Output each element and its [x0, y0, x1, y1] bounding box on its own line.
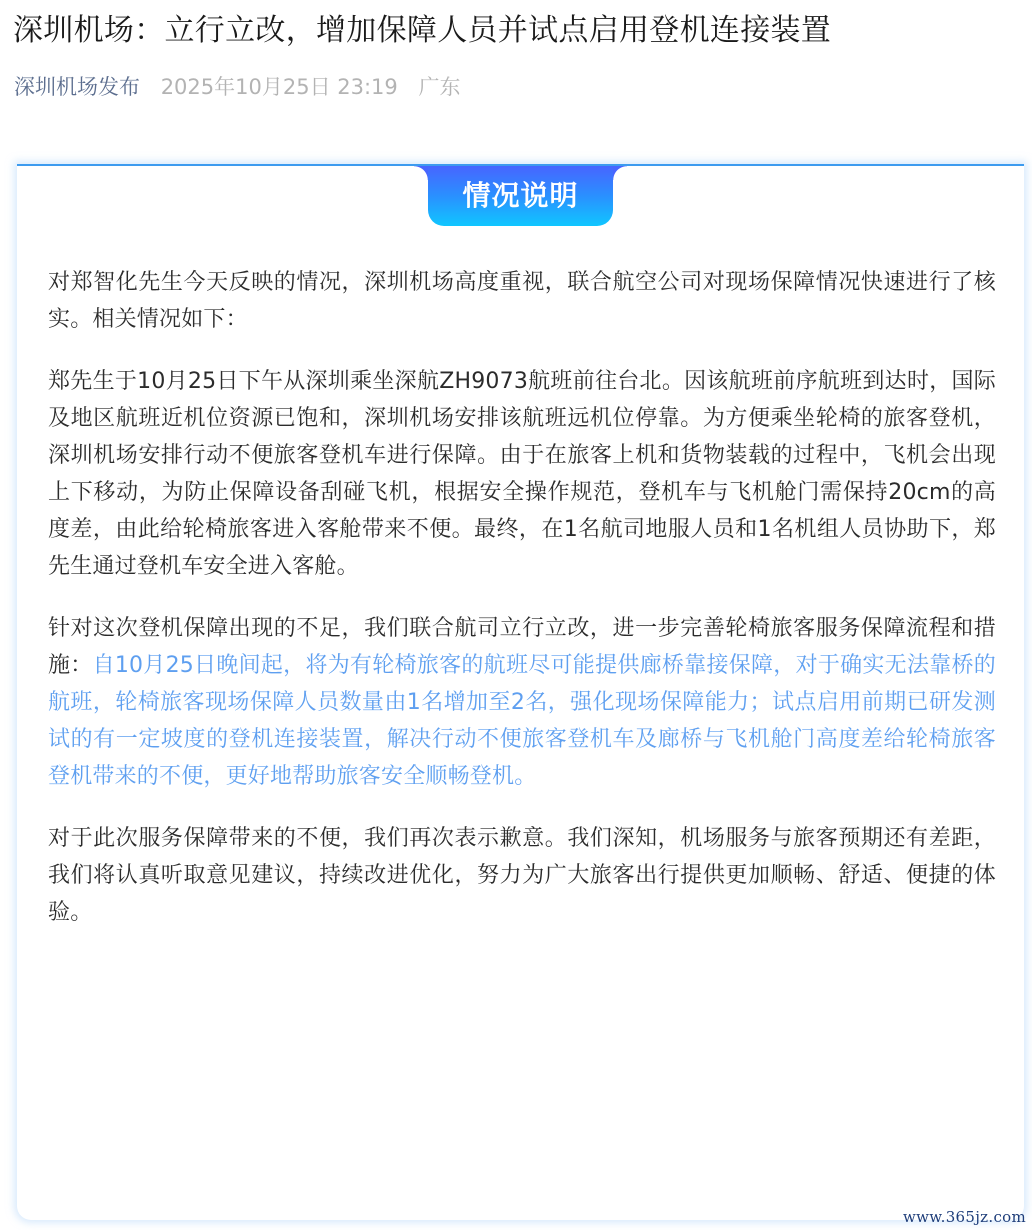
paragraph-details [48, 363, 996, 585]
paragraph-text: 针对这次登机保障出现的不足，我们联合航司立行立改，进一步完善轮椅旅客服务保障流程和措施： [48, 616, 996, 678]
paragraph-text: 对于此次服务保障带来的不便，我们再次表示歉意。我们深知，机场服务与旅客预期还有差距，我们将认真听取意见建议，持续改进优化，努力为广大旅客出行提供更加顺畅、舒适、便捷的体验。 [48, 826, 996, 925]
badge-label: 情况说明 [462, 179, 579, 212]
paragraph-text: 郑先生于10月25日下午从深圳乘坐深航ZH9073航班前往台北。因该航班前序航班到达时，国际及地区航班近机位资源已饱和，深圳机场安排该航班远机位停靠。为方便乘坐轮椅的旅客登机，深圳机场安排行动不便旅客登机车进行保障。由于在旅客上机和货物装载的过程中，飞机会出现上下移动，为防止保障设备刮碰飞机，根据安全操作规范，登机车与飞机舱门需保持20cm的高度差，由此给轮椅旅客进入客舱带来不便。最终，在1名航司地服人员和1名机组人员协助下，郑先生通过登机车安全进入客舱。 [48, 369, 996, 579]
statement-badge [428, 166, 613, 226]
article-title: 深圳机场：立行立改，增加保障人员并试点启用登机连接装置 [13, 13, 832, 48]
highlighted-measures: 自10月25日晚间起，将为有轮椅旅客的航班尽可能提供廊桥靠接保障，对于确实无法靠桥的航班，轮椅旅客现场保障人员数量由1名增加至2名，强化现场保障能力；试点启用前期已研发测试的有一定坡度的登机连接装置，解决行动不便旅客登机车及廊桥与飞机舱门高度差给轮椅旅客登机带来的不便，更好地帮助旅客安全顺畅登机。 [48, 653, 996, 789]
statement-card [17, 164, 1024, 1220]
publish-region: 广东 [418, 75, 461, 99]
publish-date: 2025年10月25日 23:19 [160, 75, 398, 99]
article-meta [14, 70, 460, 104]
author-link[interactable]: 深圳机场发布 [14, 75, 140, 99]
watermark: www.365jz.com [902, 1208, 1026, 1226]
paragraph-text: 对郑智化先生今天反映的情况，深圳机场高度重视，联合航空公司对现场保障情况快速进行了核实。相关情况如下： [48, 270, 996, 332]
paragraph-intro [48, 264, 996, 338]
statement-body [48, 264, 996, 956]
paragraph-measures [48, 610, 996, 795]
paragraph-apology [48, 820, 996, 931]
